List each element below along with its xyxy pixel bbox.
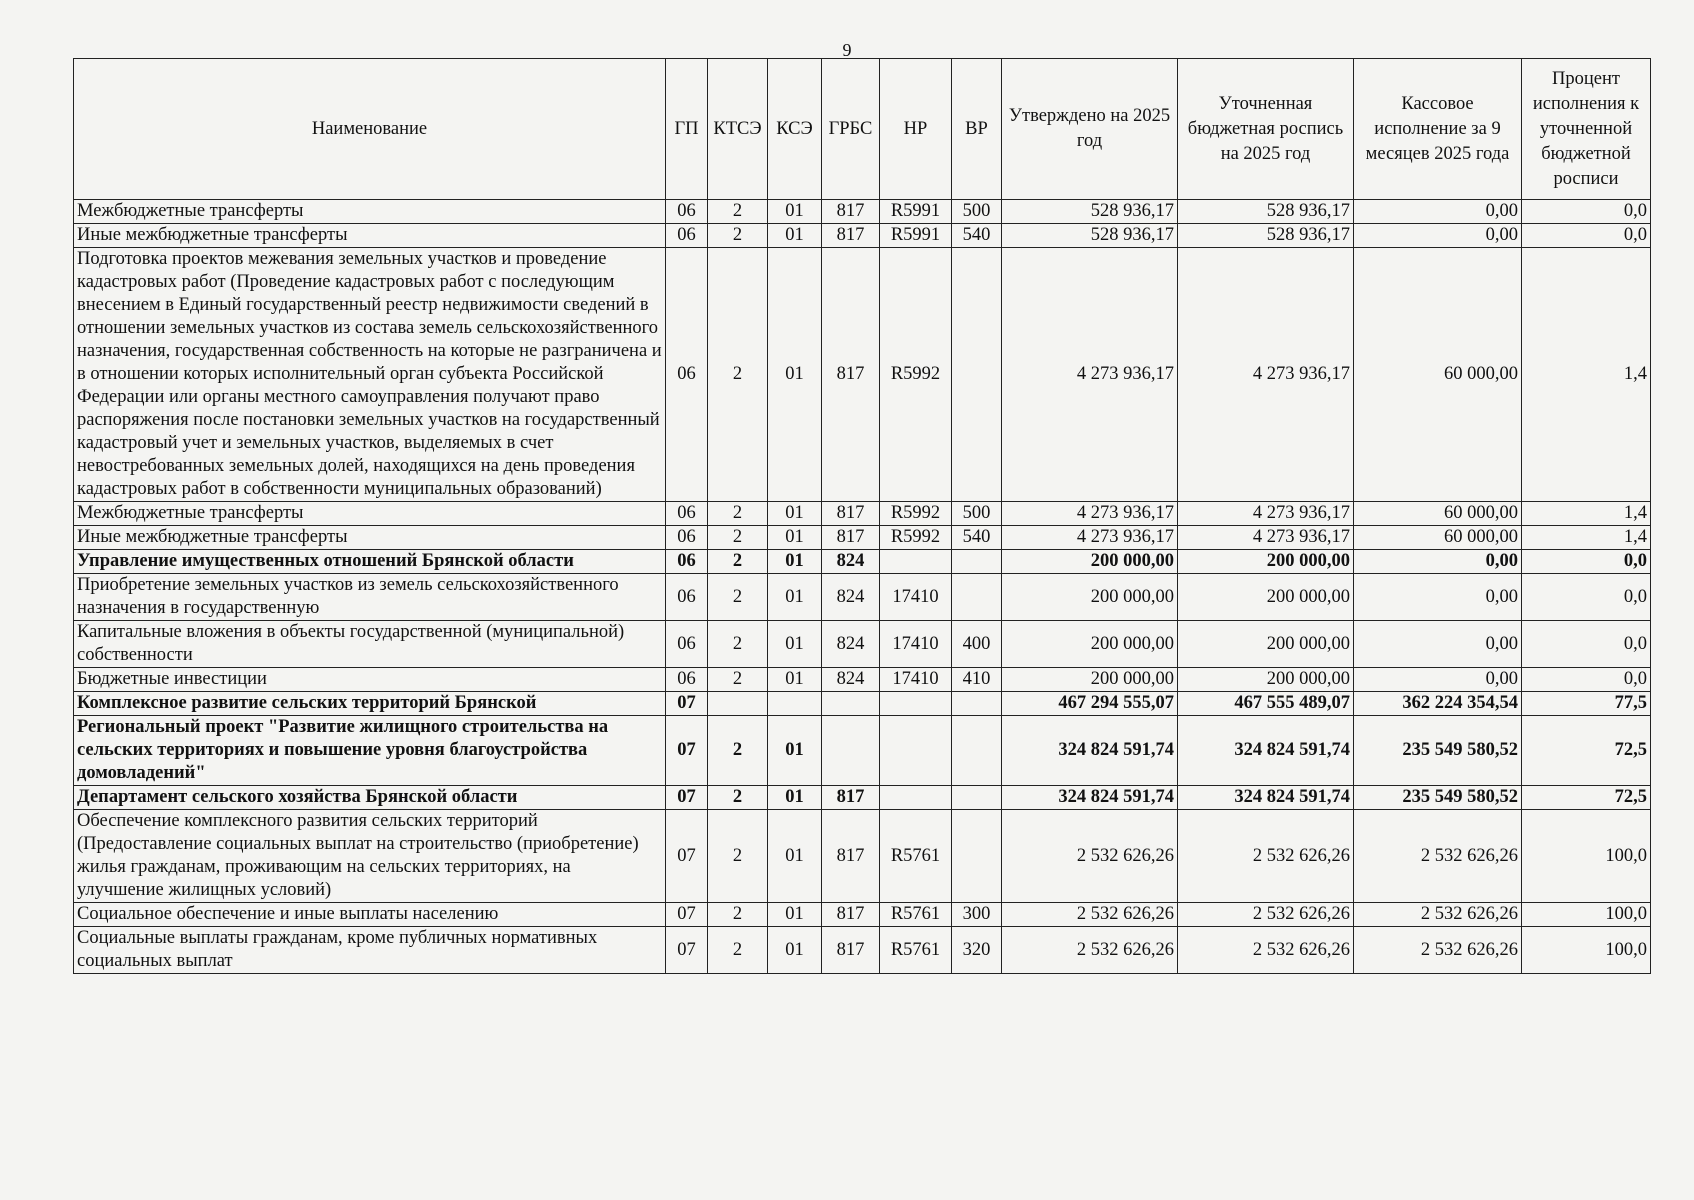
cell-ktse: 2 (708, 200, 768, 224)
cell-name: Социальное обеспечение и иные выплаты населению (74, 903, 666, 927)
cell-vr: 500 (952, 200, 1002, 224)
cell-approved: 467 294 555,07 (1002, 692, 1178, 716)
cell-gp: 06 (666, 668, 708, 692)
cell-grbs: 817 (822, 224, 880, 248)
cell-name: Капитальные вложения в объекты государственной (муниципальной) собственности (74, 621, 666, 668)
cell-gp: 06 (666, 502, 708, 526)
table-row (74, 668, 1651, 692)
cell-percent: 0,0 (1522, 224, 1651, 248)
cell-approved: 200 000,00 (1002, 550, 1178, 574)
cell-approved: 324 824 591,74 (1002, 716, 1178, 786)
table-row (74, 786, 1651, 810)
cell-approved: 528 936,17 (1002, 224, 1178, 248)
header-row (74, 59, 1651, 200)
header-approved: Утверждено на 2025 год (1002, 59, 1178, 200)
header-name: Наименование (74, 59, 666, 200)
cell-approved: 2 532 626,26 (1002, 810, 1178, 903)
cell-grbs: 824 (822, 621, 880, 668)
cell-approved: 200 000,00 (1002, 621, 1178, 668)
cell-refined: 200 000,00 (1178, 621, 1354, 668)
table-row (74, 927, 1651, 974)
header-refined: Уточненная бюджетная роспись на 2025 год (1178, 59, 1354, 200)
cell-nr: R5992 (880, 526, 952, 550)
cell-vr: 300 (952, 903, 1002, 927)
cell-name: Департамент сельского хозяйства Брянской области (74, 786, 666, 810)
cell-cash: 60 000,00 (1354, 502, 1522, 526)
cell-vr (952, 786, 1002, 810)
cell-refined: 324 824 591,74 (1178, 786, 1354, 810)
cell-gp: 06 (666, 574, 708, 621)
cell-vr: 410 (952, 668, 1002, 692)
cell-nr: R5991 (880, 200, 952, 224)
cell-grbs (822, 716, 880, 786)
cell-refined: 324 824 591,74 (1178, 716, 1354, 786)
budget-table (73, 58, 1651, 974)
cell-percent: 1,4 (1522, 248, 1651, 502)
cell-name: Управление имущественных отношений Брянской области (74, 550, 666, 574)
cell-refined: 2 532 626,26 (1178, 810, 1354, 903)
cell-kse: 01 (768, 574, 822, 621)
cell-refined: 200 000,00 (1178, 550, 1354, 574)
cell-cash: 0,00 (1354, 668, 1522, 692)
cell-grbs: 817 (822, 526, 880, 550)
header-grbs: ГРБС (822, 59, 880, 200)
cell-cash: 0,00 (1354, 224, 1522, 248)
page-number: 9 (842, 40, 852, 60)
cell-nr: 17410 (880, 574, 952, 621)
cell-percent: 0,0 (1522, 621, 1651, 668)
cell-vr (952, 716, 1002, 786)
cell-refined: 200 000,00 (1178, 668, 1354, 692)
cell-gp: 07 (666, 692, 708, 716)
cell-nr (880, 550, 952, 574)
cell-percent: 0,0 (1522, 550, 1651, 574)
cell-cash: 235 549 580,52 (1354, 716, 1522, 786)
cell-grbs: 817 (822, 903, 880, 927)
cell-ktse: 2 (708, 502, 768, 526)
cell-cash: 235 549 580,52 (1354, 786, 1522, 810)
cell-refined: 2 532 626,26 (1178, 927, 1354, 974)
cell-kse: 01 (768, 526, 822, 550)
header-nr: НР (880, 59, 952, 200)
header-vr: ВР (952, 59, 1002, 200)
cell-kse: 01 (768, 668, 822, 692)
cell-refined: 4 273 936,17 (1178, 526, 1354, 550)
cell-kse: 01 (768, 810, 822, 903)
cell-approved: 4 273 936,17 (1002, 248, 1178, 502)
cell-percent: 77,5 (1522, 692, 1651, 716)
cell-name: Региональный проект "Развитие жилищного строительства на сельских территориях и повышение уровня благоустройства домовладений" (74, 716, 666, 786)
cell-ktse: 2 (708, 786, 768, 810)
cell-ktse: 2 (708, 810, 768, 903)
cell-nr: R5761 (880, 903, 952, 927)
cell-kse: 01 (768, 716, 822, 786)
cell-nr (880, 786, 952, 810)
cell-gp: 07 (666, 927, 708, 974)
header-gp: ГП (666, 59, 708, 200)
cell-gp: 06 (666, 248, 708, 502)
cell-nr: R5761 (880, 810, 952, 903)
cell-refined: 4 273 936,17 (1178, 248, 1354, 502)
cell-gp: 06 (666, 200, 708, 224)
cell-percent: 100,0 (1522, 903, 1651, 927)
cell-cash: 60 000,00 (1354, 248, 1522, 502)
cell-cash: 0,00 (1354, 200, 1522, 224)
cell-kse: 01 (768, 502, 822, 526)
cell-kse (768, 692, 822, 716)
cell-cash: 2 532 626,26 (1354, 810, 1522, 903)
cell-approved: 4 273 936,17 (1002, 526, 1178, 550)
cell-grbs: 817 (822, 200, 880, 224)
cell-percent: 0,0 (1522, 200, 1651, 224)
cell-refined: 2 532 626,26 (1178, 903, 1354, 927)
cell-ktse: 2 (708, 526, 768, 550)
cell-name: Подготовка проектов межевания земельных участков и проведение кадастровых работ (Проведение кадастровых работ с последующим внесением в Единый государственный реестр недвижимости сведений в отношении земельных участков из состава земель сельскохозяйственного назначения, государственная собственность на которые не разграничена и в отношении которых исполнительный орган субъекта Российской Федерации или органы местного самоуправления получают право распоряжения после постановки земельных участков на государственный кадастровый учет и земельных участков, выделяемых в счет невостребованных земельных долей, находящихся на день проведения кадастровых работ в собственности муниципальных образований) (74, 248, 666, 502)
cell-ktse: 2 (708, 574, 768, 621)
header-ktse: КТСЭ (708, 59, 768, 200)
cell-grbs: 817 (822, 810, 880, 903)
cell-vr: 540 (952, 224, 1002, 248)
cell-approved: 4 273 936,17 (1002, 502, 1178, 526)
header-kse: КСЭ (768, 59, 822, 200)
cell-cash: 2 532 626,26 (1354, 927, 1522, 974)
cell-ktse: 2 (708, 927, 768, 974)
cell-grbs (822, 692, 880, 716)
cell-nr: 17410 (880, 621, 952, 668)
cell-vr (952, 692, 1002, 716)
table-row (74, 903, 1651, 927)
cell-ktse: 2 (708, 248, 768, 502)
cell-name: Иные межбюджетные трансферты (74, 224, 666, 248)
cell-ktse: 2 (708, 621, 768, 668)
cell-gp: 06 (666, 550, 708, 574)
cell-gp: 06 (666, 526, 708, 550)
cell-name: Межбюджетные трансферты (74, 502, 666, 526)
cell-kse: 01 (768, 248, 822, 502)
cell-percent: 100,0 (1522, 810, 1651, 903)
cell-nr (880, 716, 952, 786)
table-row (74, 716, 1651, 786)
cell-gp: 06 (666, 621, 708, 668)
cell-percent: 72,5 (1522, 716, 1651, 786)
table-row (74, 248, 1651, 502)
cell-refined: 4 273 936,17 (1178, 502, 1354, 526)
cell-vr: 400 (952, 621, 1002, 668)
cell-grbs: 817 (822, 502, 880, 526)
cell-vr: 320 (952, 927, 1002, 974)
cell-kse: 01 (768, 621, 822, 668)
cell-nr (880, 692, 952, 716)
cell-cash: 362 224 354,54 (1354, 692, 1522, 716)
cell-refined: 528 936,17 (1178, 200, 1354, 224)
cell-kse: 01 (768, 927, 822, 974)
cell-gp: 07 (666, 903, 708, 927)
table-row (74, 526, 1651, 550)
cell-cash: 2 532 626,26 (1354, 903, 1522, 927)
cell-vr (952, 810, 1002, 903)
cell-grbs: 817 (822, 786, 880, 810)
cell-name: Социальные выплаты гражданам, кроме публичных нормативных социальных выплат (74, 927, 666, 974)
cell-approved: 2 532 626,26 (1002, 927, 1178, 974)
cell-approved: 2 532 626,26 (1002, 903, 1178, 927)
cell-gp: 07 (666, 810, 708, 903)
cell-gp: 07 (666, 786, 708, 810)
cell-percent: 72,5 (1522, 786, 1651, 810)
cell-vr (952, 550, 1002, 574)
table-row (74, 810, 1651, 903)
cell-kse: 01 (768, 224, 822, 248)
header-percent: Процент исполнения к уточненной бюджетной росписи (1522, 59, 1651, 200)
cell-ktse: 2 (708, 903, 768, 927)
cell-refined: 200 000,00 (1178, 574, 1354, 621)
cell-name: Обеспечение комплексного развития сельских территорий (Предоставление социальных выплат на строительство (приобретение) жилья гражданам, проживающим на сельских территориях, на улучшение жилищных условий) (74, 810, 666, 903)
cell-cash: 0,00 (1354, 550, 1522, 574)
cell-name: Иные межбюджетные трансферты (74, 526, 666, 550)
cell-approved: 528 936,17 (1002, 200, 1178, 224)
cell-approved: 324 824 591,74 (1002, 786, 1178, 810)
table-row (74, 224, 1651, 248)
cell-name: Приобретение земельных участков из земель сельскохозяйственного назначения в государственную (74, 574, 666, 621)
cell-nr: R5761 (880, 927, 952, 974)
cell-percent: 1,4 (1522, 502, 1651, 526)
cell-percent: 100,0 (1522, 927, 1651, 974)
cell-cash: 60 000,00 (1354, 526, 1522, 550)
cell-ktse (708, 692, 768, 716)
cell-ktse: 2 (708, 550, 768, 574)
cell-grbs: 824 (822, 550, 880, 574)
table-body (74, 200, 1651, 974)
cell-ktse: 2 (708, 716, 768, 786)
cell-kse: 01 (768, 200, 822, 224)
cell-cash: 0,00 (1354, 574, 1522, 621)
cell-nr: R5992 (880, 502, 952, 526)
table-row (74, 550, 1651, 574)
cell-ktse: 2 (708, 224, 768, 248)
cell-kse: 01 (768, 786, 822, 810)
cell-nr: R5992 (880, 248, 952, 502)
cell-refined: 528 936,17 (1178, 224, 1354, 248)
cell-approved: 200 000,00 (1002, 574, 1178, 621)
cell-grbs: 824 (822, 574, 880, 621)
cell-name: Межбюджетные трансферты (74, 200, 666, 224)
table-row (74, 621, 1651, 668)
cell-cash: 0,00 (1354, 621, 1522, 668)
cell-nr: 17410 (880, 668, 952, 692)
table-row (74, 200, 1651, 224)
cell-gp: 07 (666, 716, 708, 786)
cell-grbs: 824 (822, 668, 880, 692)
cell-percent: 1,4 (1522, 526, 1651, 550)
cell-ktse: 2 (708, 668, 768, 692)
cell-refined: 467 555 489,07 (1178, 692, 1354, 716)
cell-grbs: 817 (822, 927, 880, 974)
cell-name: Бюджетные инвестиции (74, 668, 666, 692)
cell-grbs: 817 (822, 248, 880, 502)
table-row (74, 692, 1651, 716)
cell-nr: R5991 (880, 224, 952, 248)
cell-vr: 540 (952, 526, 1002, 550)
cell-name: Комплексное развитие сельских территорий Брянской (74, 692, 666, 716)
cell-gp: 06 (666, 224, 708, 248)
table-row (74, 502, 1651, 526)
table-row (74, 574, 1651, 621)
cell-percent: 0,0 (1522, 668, 1651, 692)
cell-vr (952, 574, 1002, 621)
cell-approved: 200 000,00 (1002, 668, 1178, 692)
cell-kse: 01 (768, 550, 822, 574)
header-cash: Кассовое исполнение за 9 месяцев 2025 года (1354, 59, 1522, 200)
cell-kse: 01 (768, 903, 822, 927)
cell-vr: 500 (952, 502, 1002, 526)
cell-percent: 0,0 (1522, 574, 1651, 621)
cell-vr (952, 248, 1002, 502)
